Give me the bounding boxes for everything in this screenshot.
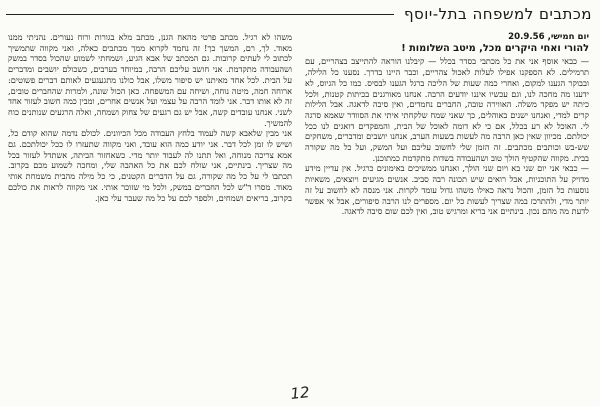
page-header (6, 4, 594, 24)
left-paragraph-1: משהו לא רגיל. מכתב פרטי מהאח הגנן, מכתב מלא בגורות ורוח נעורים. נהניתי ממנו מאוד. לך, רם, המשך כך! זה נחמד לקרוא ממך מכתבים כאלה, ואני מקווה שתמשיך לכתוב לי לעתים קרובות. גם המכתב של אבא הגיע, ושמחתי לשמוע שהכול בסדר במשק ושהעבודה מתקדמת. אני חושב עליכם הרבה, במיוחד בערבים, כשכולם יושבים ומדברים על הבית. לכל אחד מאיתנו יש סיפור משלו, אבל כולנו מתגעגעים לאותם דברים פשוטים: ארוחה חמה, מיטה נוחה, ושיחה עם המשפחה. כאן הכול שונה, ולמרות שהחברים טובים, זה לא אותו דבר. אני לומד הרבה על עצמי ועל אנשים אחרים, ומבין כמה חשוב לעזור אחד לשני. אנחנו עובדים קשה, אבל יש גם רגעים של צחוק ושמחה, ואלה הרגעים שנותנים כוח להמשיך. (8, 32, 292, 128)
left-paragraph-2: אני מבין שלאבא קשה לעמוד בלחץ העבודה מכל הכיוונים. לכולם נדמה שהוא קודם כל, ושיש לו זמן לכל דבר. אני יודע כמה הוא עובד, ואני מקווה שתעזרו לו ככל יכולתכם. גם אמא צריכה מנוחה, ואל תתנו לה לעבוד יותר מדי. כשאחזור הביתה, אשתדל לעזור בכל מה שצריך. בינתיים, אני שולח לכם את כל האהבה שלי, ומחכה לשמוע מכם בקרוב. תכתבו לי על כל מה שקורה, גם על הדברים הקטנים, כי כל מילה מהבית משמחת אותי מאוד. מסרו ד"ש לכל החברים במשק, ולכל מי שזוכר אותי. אני מקווה לראות את כולכם בקרוב, בריאים ושמחים, ולספר לכם על כל מה שעבר עלי כאן. (8, 128, 292, 203)
letter-greeting: להורי ואחי היקרים מכל, מיטב השלומות ! (401, 42, 589, 54)
page-number: 12 (289, 383, 311, 403)
header-rule (6, 14, 394, 15)
right-paragraph-2: — כבאי אני יום שני בא ויום שני הולך, ואנחנו ממשיכים באימונים כרגיל. אין עדיין מידע מדויק על התוכניות, אבל רואים שיש תכונה רבה סביב. אנשים מגיעים ויוצאים, משאיות נוסעות כל הזמן, והכול נראה כאילו משהו גדול עומד לקרות. אני מנסה לא לחשוב על זה יותר מדי, ולהתרכז במה שצריך לעשות כל יום. מספרים לנו הרבה סיפורים, אבל אי אפשר לדעת מה מהם נכון. בינתיים אני בריא ומרגיש טוב, ואין לכם שום סיבה לדאגה. (305, 163, 589, 217)
right-column (305, 32, 589, 384)
letter-dateline: יום חמישי, 20.9.56 (508, 32, 589, 42)
left-column (8, 32, 292, 384)
header-title: מכתבים למשפחה בתל-יוסף (403, 5, 592, 23)
right-paragraph-1: — כבאי אוסף אני את כל מכתבי בסדר בכלל — קיבלנו הוראה להתייצב בצהריים, עם תרמילים. לא הספקנו אפילו לעלות לאכול צהריים, וכבר היינו בדרך. נסענו כל הלילה, ובבוקר הגענו למקום, ואחרי כמה שעות של הליכה ברגל הגענו לבסיס. כמו כל הגיוס, לא ידענו מה מחכה לנו, וגם עכשיו איננו יודעים הרבה. אנחנו מאורגנים בכיתות קטנות, ולכל כיתה יש מפקד משלה. האווירה טובה, החברים נחמדים, ואין סיבה לדאגה. אבל הלילות קרים למדי, ואנחנו ישנים באוהלים, כך שאני שמח שלקחתי איתי את הסוודר שאמא סרגה לי. האוכל לא רע בכלל, אם כי לא דומה לאוכל של הבית, והמפקדים דואגים לנו ככל יכולתם. מכיוון שאין כאן הרבה מה לעשות בשעות הערב, אנחנו יושבים ומדברים, משחקים שש-בש וכותבים מכתבים. זה הזמן שלי לחשוב עליכם ועל המשק, ועל כל מה שקורה בבית. מקווה שהקטיף הולך טוב ושהעבודה בשדות מתקדמת כמתוכנן. (305, 56, 589, 163)
